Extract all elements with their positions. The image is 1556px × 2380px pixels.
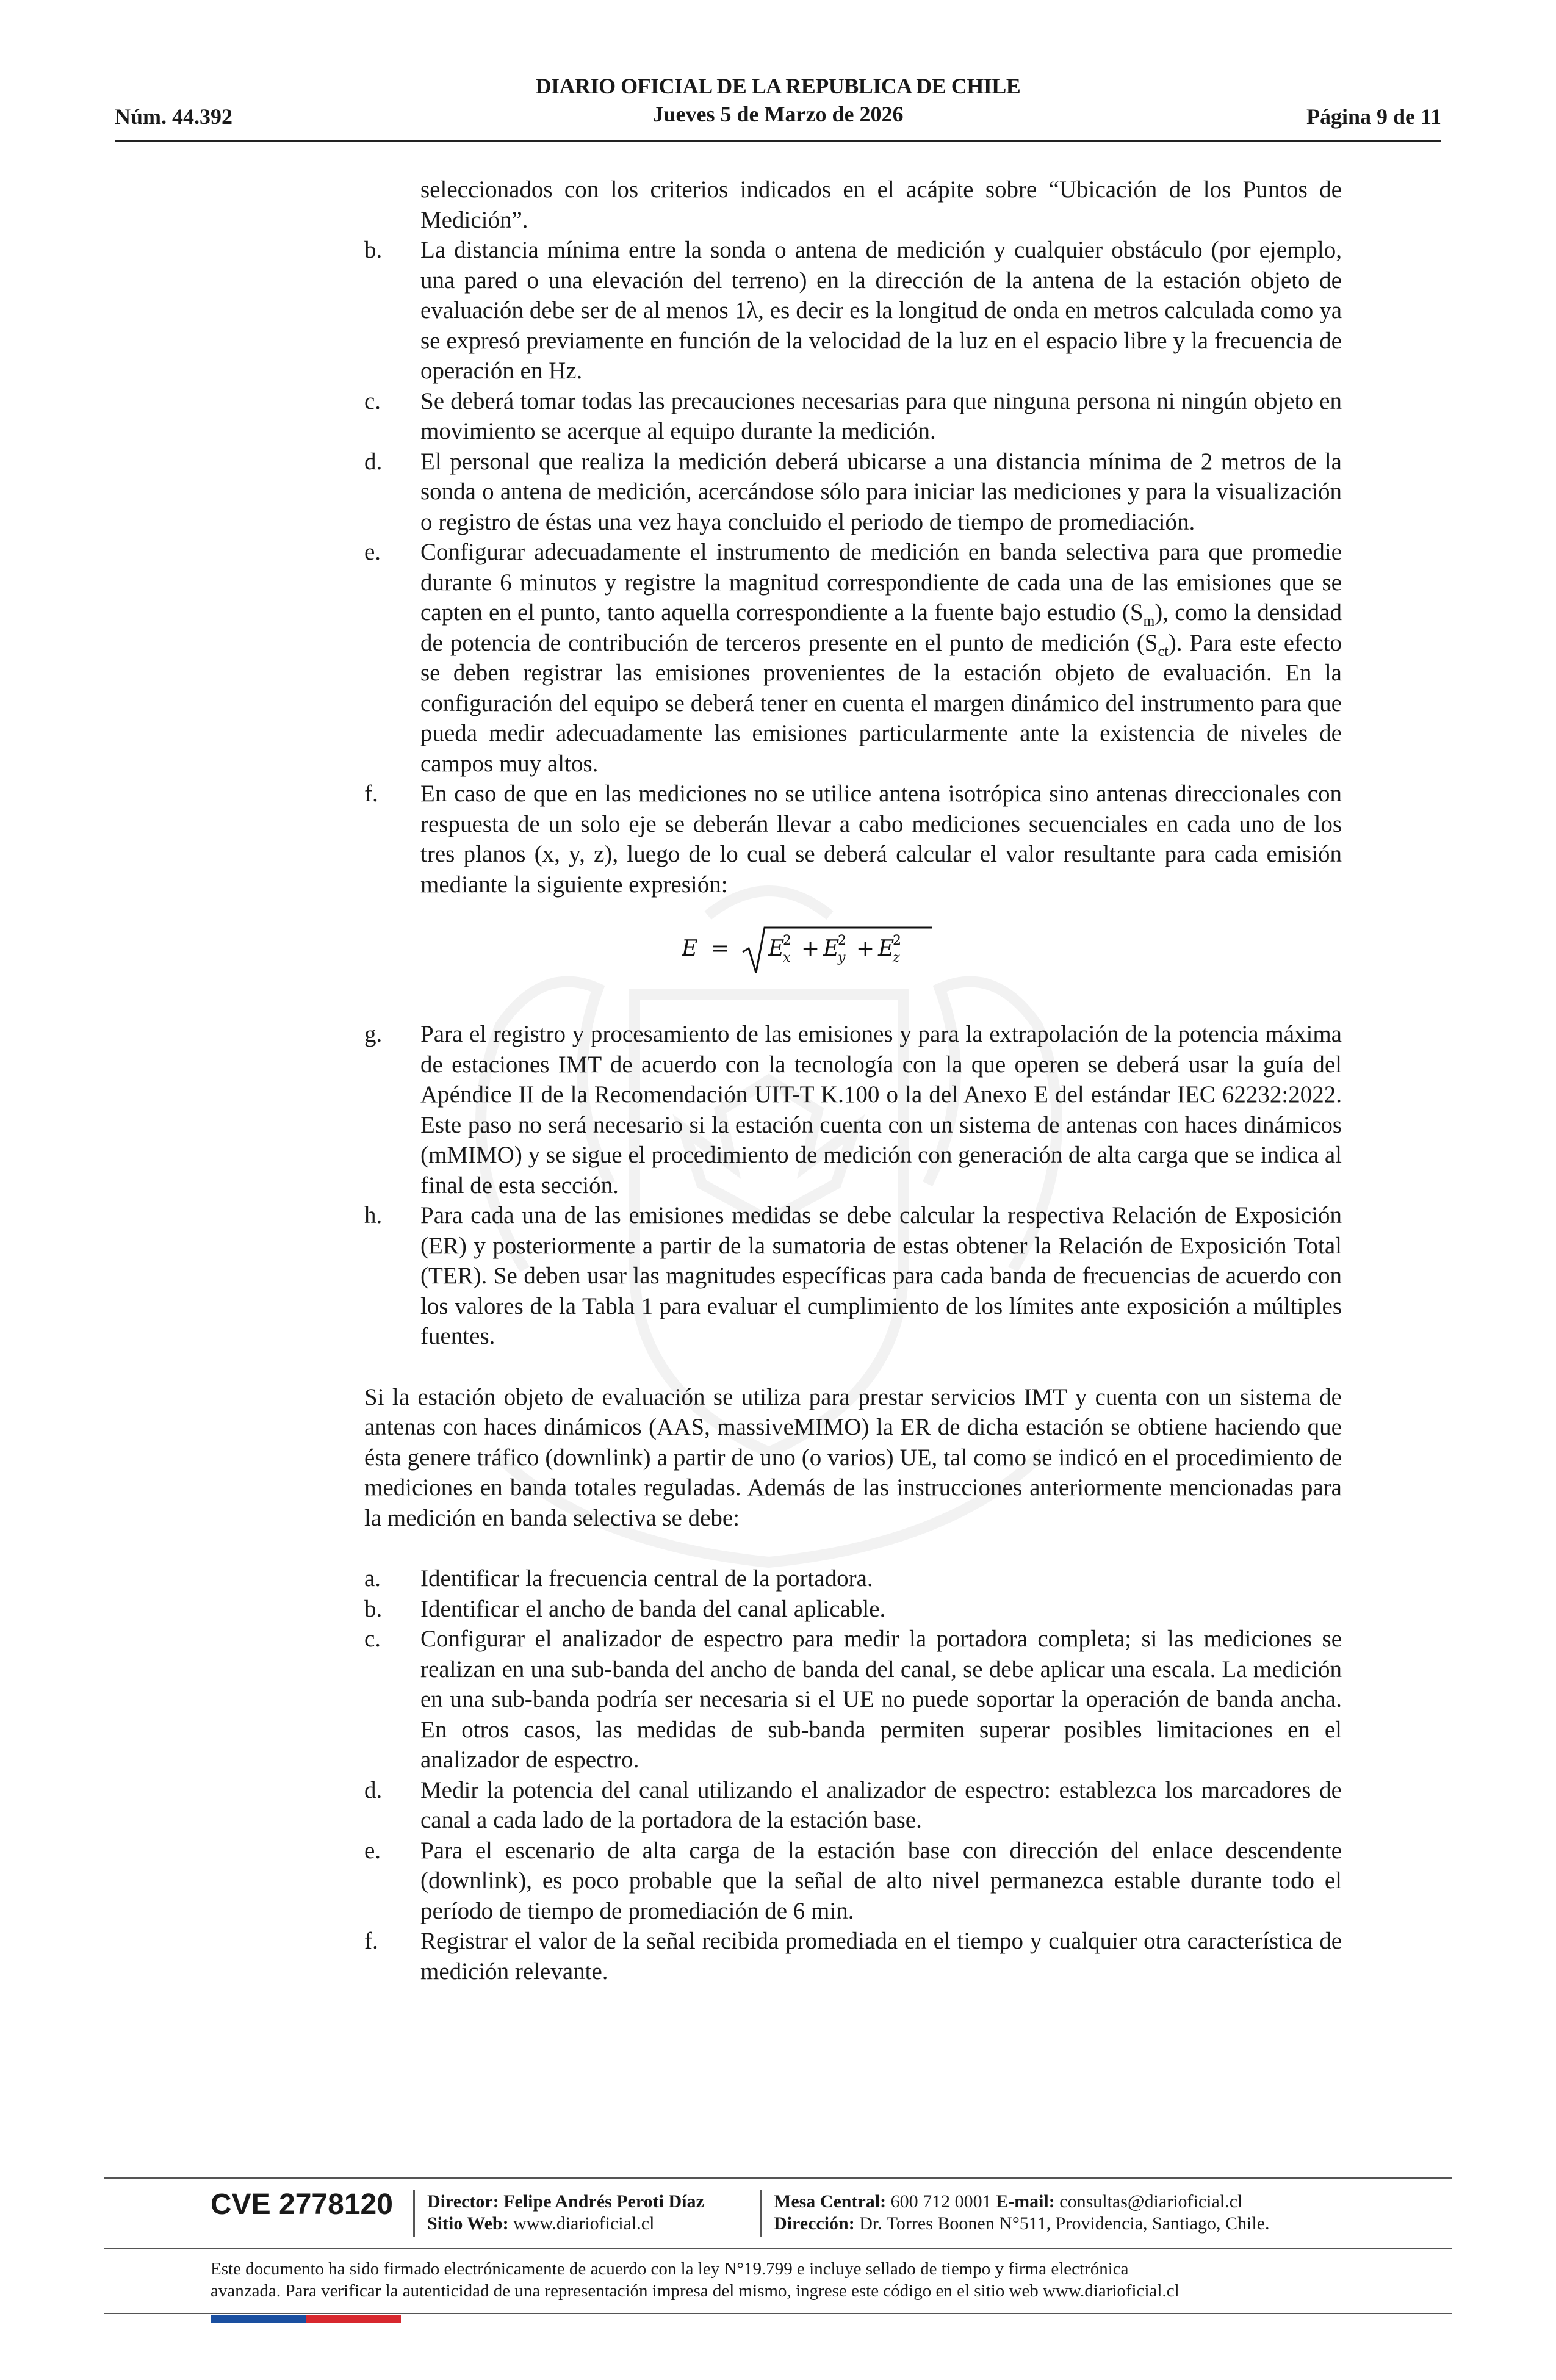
body-paragraph: Si la estación objeto de evaluación se utiliza para prestar servicios IMT y cuenta con un sistema de antenas con haces dinámicos (AAS, massiveMIMO) la ER de dicha estación se obtiene haciendo que ésta genere tráfico (downlink) a partir de uno (o varios) UE, tal como se indicó en el procedimiento de mediciones en banda totales reguladas. Además de las instrucciones anteriormente mencionadas para la medición en banda selectiva se debe: [364,1383,1342,1531]
list-item [364,1594,1342,1625]
subscript-ct: ct [1158,643,1169,660]
list-text: La distancia mínima entre la sonda o antena de medición y cualquier obstáculo (por ejemplo, una pared o una elevación del terreno) en la dirección de la antena de la estación objeto de evaluación debe ser de al menos 1λ, es decir es la longitud de onda en metros calculada como ya se expresó previamente en función de la velocidad de la luz en el espacio libre y la frecuencia de operación en Hz. [420,237,1342,384]
list-item [364,1563,1342,1594]
issue-date: Jueves 5 de Marzo de 2026 [652,102,904,126]
list-text: Se deberá tomar todas las precauciones necesarias para que ninguna persona ni ningún objeto en movimiento se acerque al equipo durante la medición. [420,388,1342,444]
list-marker: g. [364,1021,383,1047]
list-item [364,1200,1342,1352]
field-formula [364,924,1342,973]
formula-term: E [878,936,895,961]
list-text: Para el registro y procesamiento de las emisiones y para la extrapolación de la potencia máxima de estaciones IMT de acuerdo con la tecnología con la que operen se deberá usar la guía del Apéndice II de la Recomendación UIT-T K.100 o la del Anexo E del estándar IEC 62232:2022. Este paso no será necesario si la estación cuenta con un sistema de antenas con haces dinámicos (mMIMO) y se sigue el procedimiento de medición con generación de alta carga que se indica al final de esta sección. [420,1021,1342,1199]
list-text [420,537,1342,779]
footer-bottom-divider [104,2313,1452,2314]
text-segment: ), como la densidad de potencia de contribución de terceros presente en el punto de medición (S [420,599,1342,656]
footer-top-divider [104,2177,1452,2179]
list-marker: d. [364,1776,383,1803]
list-text: En caso de que en las mediciones no se utilice antena isotrópica sino antenas direccionales con respuesta de un solo eje se deberán llevar a cabo mediciones secuenciales en cada uno de los tres planos (x, y, z), luego de lo cual se deberá calcular el valor resultante para cada emisión mediante la siguiente expresión: [420,781,1342,898]
formula-graphic [682,924,938,976]
list-marker: c. [364,1626,381,1652]
list-marker: d. [364,448,383,475]
cve-code: CVE 2778120 [211,2188,393,2221]
signature-note [211,2258,1345,2302]
text-segment: Configurar adecuadamente el instrumento de medición en banda selectiva para que promedie durante 6 minutos y registre la magnitud correspondiente de cada una de las emisiones que se capten en el punto, tanto aquella correspondiente a la fuente bajo estudio (S [420,539,1342,626]
formula-sup: 2 [893,933,901,948]
list-text: Para el escenario de alta carga de la estación base con dirección del enlace descendente (downlink), es poco probable que la señal de alto nivel permanezca estable durante todo el período de tiempo de promediación de 6 min. [420,1837,1342,1924]
list-item [364,175,1342,235]
footer-mid-divider [104,2248,1452,2249]
flag-bar-red [306,2315,401,2323]
web-label: Sitio Web: [427,2213,509,2234]
list-marker: b. [364,237,383,263]
list-item [364,1624,1342,1775]
formula-equals: = [711,936,730,961]
list-marker: e. [364,539,381,565]
list-item [364,447,1342,538]
formula-lhs: E [682,936,698,961]
list-marker: h. [364,1202,383,1228]
list-item [364,386,1342,447]
footer-divider [413,2190,415,2237]
formula-sup: 2 [838,933,846,948]
footer-contact-block [774,2191,1270,2235]
formula-term: E [823,936,840,961]
formula-plus: + [801,936,820,961]
subscript-m: m [1143,613,1155,629]
list-marker: e. [364,1837,381,1864]
mesa-phone: 600 712 0001 [890,2191,992,2212]
formula-term: E [768,936,785,961]
list-marker: f. [364,781,378,807]
list-marker: b. [364,1595,383,1622]
list-text: Para cada una de las emisiones medidas se debe calcular la respectiva Relación de Exposición (ER) y posteriormente a partir de la sumatoria de estas obtener la Relación de Exposición Total (TER). Se deben usar las magnitudes específicas para cada banda de frecuencias de acuerdo con los valores de la Tabla 1 para evaluar el cumplimiento de los límites ante exposición a múltiples fuentes. [420,1202,1342,1349]
list-text: Identificar el ancho de banda del canal aplicable. [420,1595,886,1622]
list-marker: c. [364,388,381,414]
formula-sub-y: y [838,950,846,965]
list-text: Medir la potencia del canal utilizando el analizador de espectro: establezca los marcadores de canal a cada lado de la portadora de la estación base. [420,1776,1342,1833]
email-link[interactable]: consultas@diarioficial.cl [1059,2191,1243,2212]
issue-number: Núm. 44.392 [115,104,233,129]
address-label: Dirección: [774,2213,855,2234]
signature-note-line: avanzada. Para verificar la autenticidad de una representación impresa del mismo, ingrese este código en el sitio web www.diarioficial.cl [211,2281,1180,2301]
list-item [364,537,1342,779]
formula-sub-z: z [893,950,900,965]
page-header [115,72,1441,144]
list-item [364,779,1342,900]
intro-continuation: seleccionados con los criterios indicados en el acápite sobre “Ubicación de los Puntos de Medición”. [420,176,1342,233]
signature-note-line: Este documento ha sido firmado electrónicamente de acuerdo con la ley N°19.799 e incluye sellado de tiempo y firma electrónica [211,2259,1129,2279]
list-text: Registrar el valor de la señal recibida promediada en el tiempo y cualquier otra característica de medición relevante. [420,1928,1342,1985]
document-body [364,175,1342,1986]
formula-plus: + [856,936,875,961]
list-text: Identificar la frecuencia central de la portadora. [420,1565,873,1592]
website-link[interactable]: www.diarioficial.cl [513,2213,655,2234]
director-label: Director: [427,2191,499,2212]
formula-sup: 2 [783,933,791,948]
text-segment: ). Para este efecto se deben registrar las emisiones provenientes de la estación objeto de evaluación. En la configuración del equipo se deberá tener en cuenta el margen dinámico del instrumento para que pueda medir adecuadamente las emisiones particularmente ante la existencia de niveles de campos muy altos. [420,629,1342,777]
list-marker: f. [364,1928,378,1954]
formula-sub-x: x [783,950,791,965]
director-name: Felipe Andrés Peroti Díaz [503,2191,704,2212]
address-value: Dr. Torres Boonen N°511, Providencia, Santiago, Chile. [859,2213,1270,2234]
list-item [364,235,1342,386]
page-indicator: Página 9 de 11 [1306,104,1441,129]
footer-divider [760,2190,762,2237]
list-item [364,1019,1342,1200]
header-center [115,72,1441,128]
header-divider [115,140,1441,142]
list-text: El personal que realiza la medición deberá ubicarse a una distancia mínima de 2 metros de la sonda o antena de medición, acercándose sólo para iniciar las mediciones y para la visualización o registro de éstas una vez haya concluido el periodo de tiempo de promediación. [420,448,1342,535]
publication-title: DIARIO OFICIAL DE LA REPUBLICA DE CHILE [535,74,1021,98]
list-marker: a. [364,1565,381,1592]
list-item [364,1836,1342,1927]
list-text: Configurar el analizador de espectro para medir la portadora completa; si las mediciones se realizan en una sub-banda del ancho de banda del canal, se debe aplicar una escala. La medición en una sub-banda podría ser necesaria si el UE no puede soportar la operación de banda ancha. En otros casos, las medidas de sub-banda permiten superar posibles limitaciones en el analizador de espectro. [420,1626,1342,1773]
list-item [364,1775,1342,1836]
footer-director-block [427,2191,704,2235]
flag-bar-blue [211,2315,306,2323]
list-item [364,1926,1342,1986]
mesa-label: Mesa Central: [774,2191,887,2212]
email-label: E-mail: [996,2191,1055,2212]
